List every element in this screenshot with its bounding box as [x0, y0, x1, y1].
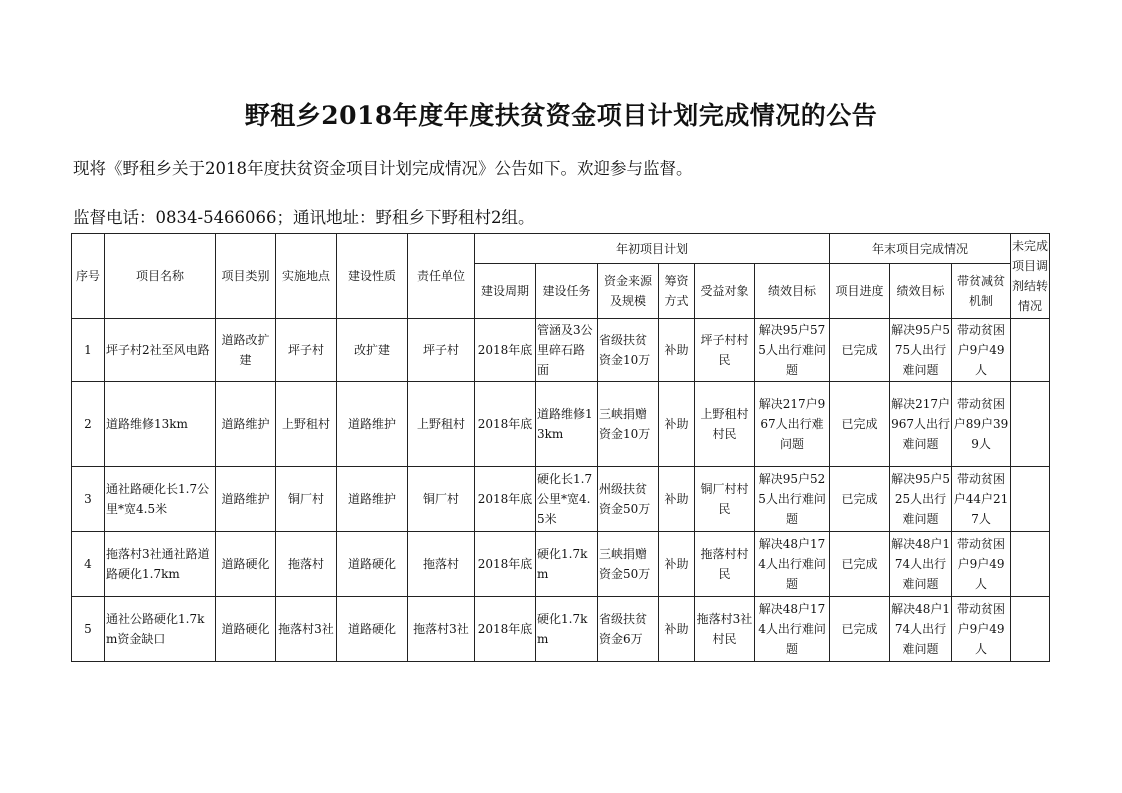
header-no: 序号: [72, 234, 105, 319]
table-row: [72, 597, 1050, 662]
cell-category: 道路维护: [216, 467, 276, 532]
cell-fund: 省级扶贫资金6万: [598, 597, 659, 662]
cell-perf-result: 解决48户174人出行难问题: [890, 597, 952, 662]
header-unfinished: 未完成项目调剂结转情况: [1011, 234, 1050, 319]
cell-perf: 解决95户525人出行难问题: [755, 467, 830, 532]
table-row: [72, 532, 1050, 597]
cell-perf-result: 解决95户525人出行难问题: [890, 467, 952, 532]
cell-unit: 拖落村3社: [408, 597, 475, 662]
header-row-group: [72, 234, 1050, 264]
cell-method: 补助: [659, 532, 695, 597]
cell-unfinished: [1011, 319, 1050, 382]
cell-beneficiary: 上野租村村民: [695, 382, 755, 467]
cell-category: 道路改扩建: [216, 319, 276, 382]
cell-location: 拖落村: [276, 532, 337, 597]
cell-period: 2018年底: [475, 319, 536, 382]
cell-unit: 拖落村: [408, 532, 475, 597]
cell-location: 上野租村: [276, 382, 337, 467]
table-row: [72, 382, 1050, 467]
intro-text: 现将《野租乡关于2018年度扶贫资金项目计划完成情况》公告如下。欢迎参与监督。: [73, 159, 693, 178]
cell-beneficiary: 拖落村3社村民: [695, 597, 755, 662]
cell-period: 2018年底: [475, 467, 536, 532]
cell-category: 道路维护: [216, 382, 276, 467]
cell-task: 道路维修13km: [536, 382, 598, 467]
cell-poverty: 带动贫困户44户217人: [952, 467, 1011, 532]
cell-no: 5: [72, 597, 105, 662]
cell-perf-result: 解决48户174人出行难问题: [890, 532, 952, 597]
cell-poverty: 带动贫困户9户49人: [952, 532, 1011, 597]
cell-fund: 州级扶贫资金50万: [598, 467, 659, 532]
cell-beneficiary: 铜厂村村民: [695, 467, 755, 532]
cell-unfinished: [1011, 532, 1050, 597]
cell-task: 硬化长1.7公里*宽4.5米: [536, 467, 598, 532]
cell-method: 补助: [659, 382, 695, 467]
cell-perf-result: 解决95户575人出行难问题: [890, 319, 952, 382]
cell-no: 2: [72, 382, 105, 467]
cell-progress: 已完成: [830, 467, 890, 532]
header-completion-group: 年末项目完成情况: [830, 234, 1011, 264]
table-row: [72, 319, 1050, 382]
header-period: 建设周期: [475, 264, 536, 319]
cell-no: 3: [72, 467, 105, 532]
cell-method: 补助: [659, 597, 695, 662]
contact-info: 监督电话：0834-5466066；通讯地址：野租乡下野租村2组。: [73, 208, 535, 227]
cell-unit: 坪子村: [408, 319, 475, 382]
cell-fund: 三峡捐赠资金50万: [598, 532, 659, 597]
cell-nature: 道路硬化: [337, 532, 408, 597]
cell-task: 管涵及3公里碎石路面: [536, 319, 598, 382]
cell-period: 2018年底: [475, 382, 536, 467]
cell-task: 硬化1.7km: [536, 597, 598, 662]
cell-method: 补助: [659, 319, 695, 382]
cell-no: 1: [72, 319, 105, 382]
cell-location: 坪子村: [276, 319, 337, 382]
cell-category: 道路硬化: [216, 597, 276, 662]
cell-name: 道路维修13km: [105, 382, 216, 467]
header-perf-result: 绩效目标: [890, 264, 952, 319]
cell-poverty: 带动贫困户89户399人: [952, 382, 1011, 467]
header-name: 项目名称: [105, 234, 216, 319]
cell-name: 通社公路硬化1.7km资金缺口: [105, 597, 216, 662]
cell-perf: 解决48户174人出行难问题: [755, 532, 830, 597]
cell-fund: 三峡捐赠资金10万: [598, 382, 659, 467]
cell-no: 4: [72, 532, 105, 597]
cell-progress: 已完成: [830, 532, 890, 597]
cell-poverty: 带动贫困户9户49人: [952, 319, 1011, 382]
cell-nature: 道路硬化: [337, 597, 408, 662]
header-nature: 建设性质: [337, 234, 408, 319]
cell-location: 铜厂村: [276, 467, 337, 532]
cell-perf: 解决48户174人出行难问题: [755, 597, 830, 662]
cell-beneficiary: 拖落村村民: [695, 532, 755, 597]
header-poverty: 带贫减贫机制: [952, 264, 1011, 319]
cell-poverty: 带动贫困户9户49人: [952, 597, 1011, 662]
table-row: [72, 467, 1050, 532]
header-task: 建设任务: [536, 264, 598, 319]
cell-unfinished: [1011, 382, 1050, 467]
cell-unit: 铜厂村: [408, 467, 475, 532]
cell-unit: 上野租村: [408, 382, 475, 467]
cell-perf: 解决217户967人出行难问题: [755, 382, 830, 467]
cell-name: 拖落村3社通社路道路硬化1.7km: [105, 532, 216, 597]
header-progress: 项目进度: [830, 264, 890, 319]
cell-beneficiary: 坪子村村民: [695, 319, 755, 382]
cell-progress: 已完成: [830, 382, 890, 467]
cell-task: 硬化1.7km: [536, 532, 598, 597]
header-beneficiary: 受益对象: [695, 264, 755, 319]
header-fund: 资金来源及规模: [598, 264, 659, 319]
project-table: [71, 233, 1050, 662]
header-perf: 绩效目标: [755, 264, 830, 319]
cell-fund: 省级扶贫资金10万: [598, 319, 659, 382]
cell-nature: 改扩建: [337, 319, 408, 382]
cell-nature: 道路维护: [337, 382, 408, 467]
cell-progress: 已完成: [830, 319, 890, 382]
header-plan-group: 年初项目计划: [475, 234, 830, 264]
cell-period: 2018年底: [475, 597, 536, 662]
header-method: 筹资方式: [659, 264, 695, 319]
cell-unfinished: [1011, 467, 1050, 532]
cell-location: 拖落村3社: [276, 597, 337, 662]
header-location: 实施地点: [276, 234, 337, 319]
cell-nature: 道路维护: [337, 467, 408, 532]
cell-perf-result: 解决217户967人出行难问题: [890, 382, 952, 467]
header-category: 项目类别: [216, 234, 276, 319]
header-unit: 责任单位: [408, 234, 475, 319]
cell-unfinished: [1011, 597, 1050, 662]
cell-name: 通社路硬化长1.7公里*宽4.5米: [105, 467, 216, 532]
cell-perf: 解决95户575人出行难问题: [755, 319, 830, 382]
cell-method: 补助: [659, 467, 695, 532]
page-title: 野租乡2018年度年度扶贫资金项目计划完成情况的公告: [244, 101, 878, 130]
cell-period: 2018年底: [475, 532, 536, 597]
cell-category: 道路硬化: [216, 532, 276, 597]
cell-name: 坪子村2社至风电路: [105, 319, 216, 382]
cell-progress: 已完成: [830, 597, 890, 662]
